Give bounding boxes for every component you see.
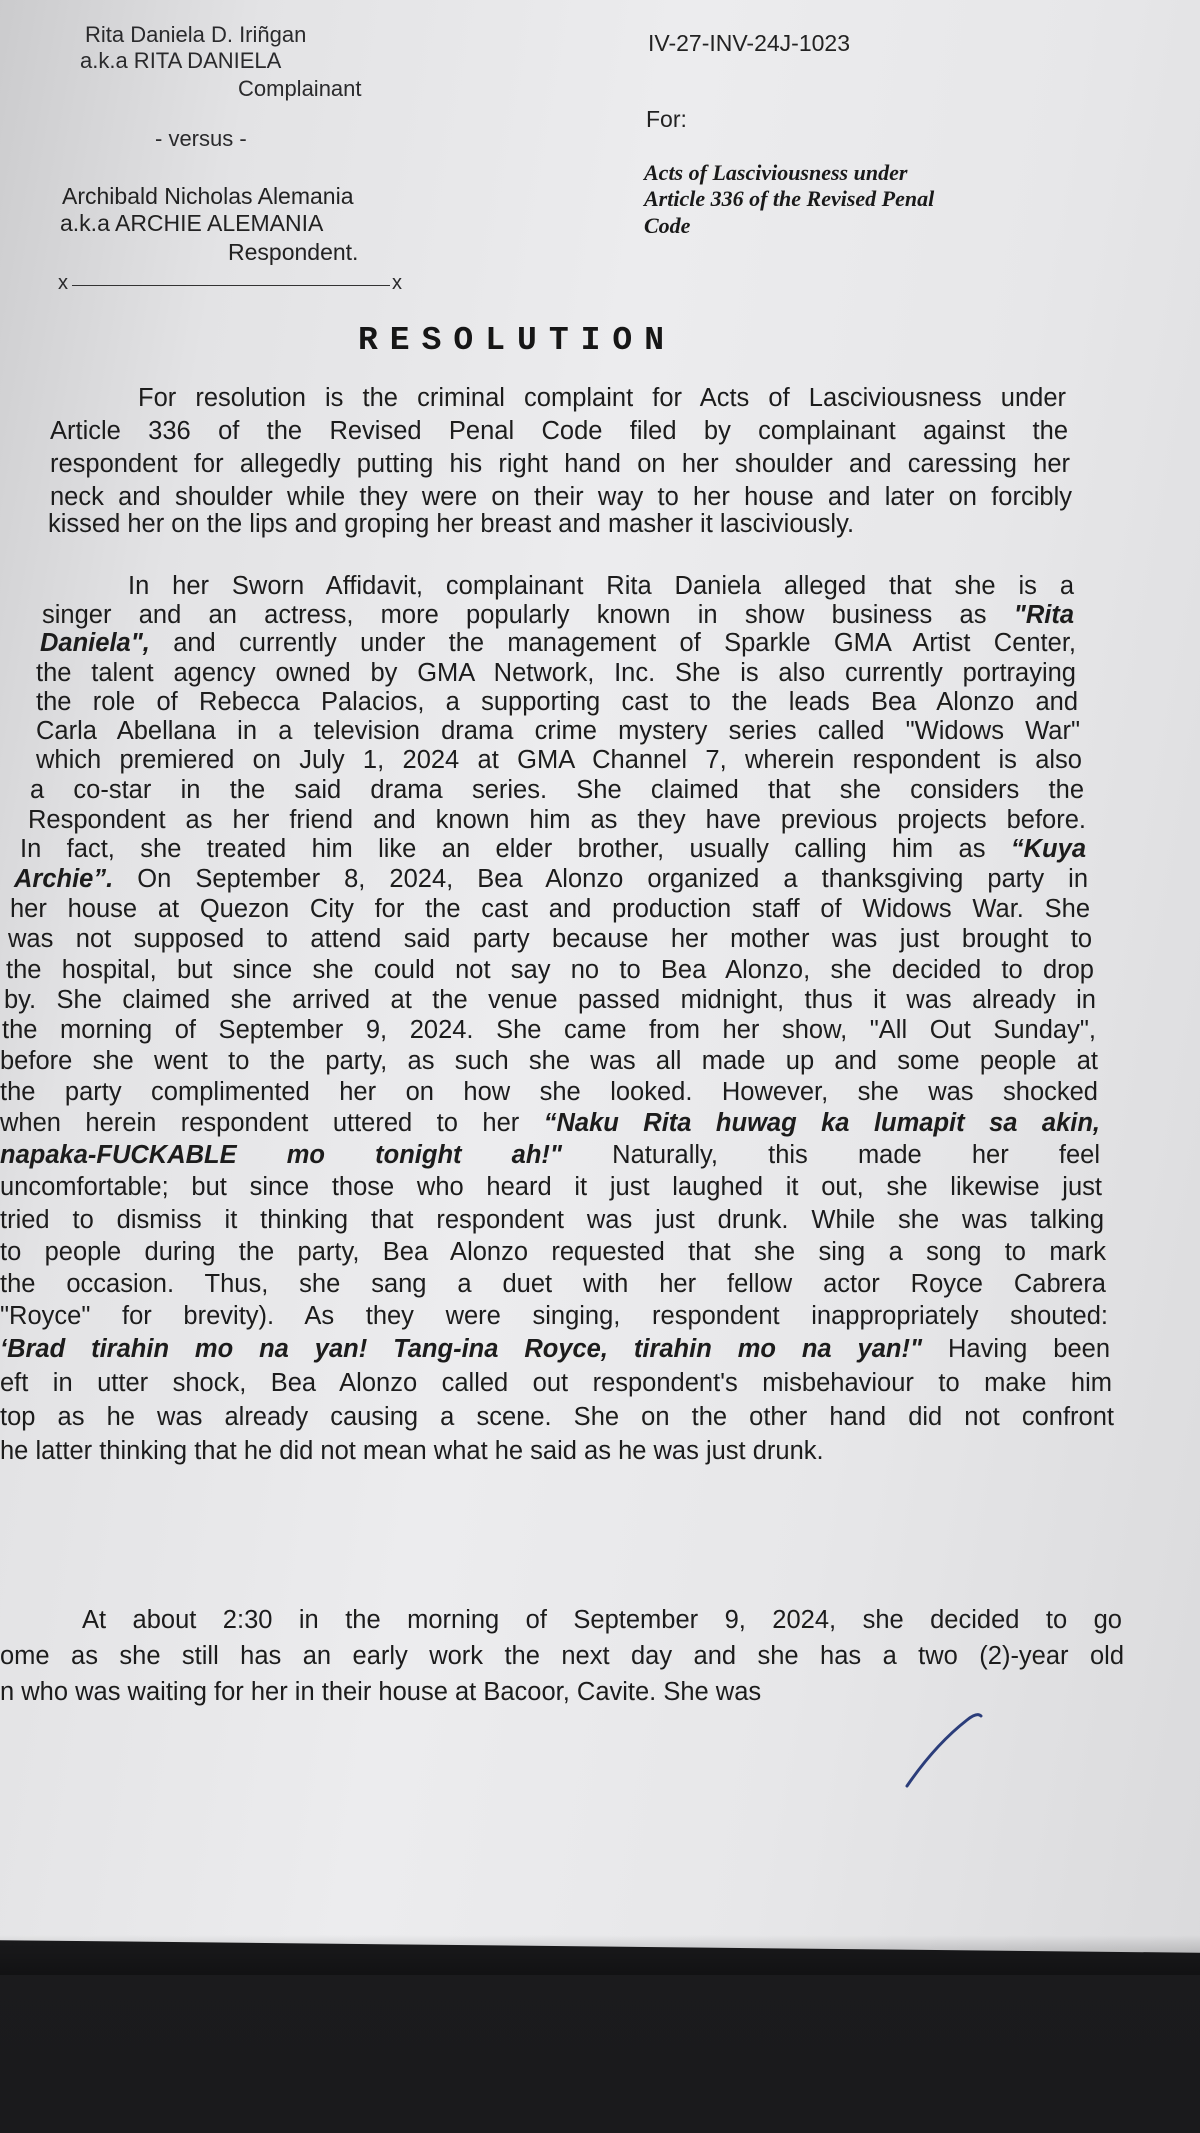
complainant-label: Complainant xyxy=(238,76,362,101)
complainant-aka: a.k.a RITA DANIELA xyxy=(80,48,282,73)
para1-line: Article 336 of the Revised Penal Code filed by complainant against the xyxy=(50,417,1068,445)
para3-line: n who was waiting for her in their house at Bacoor, Cavite. She was xyxy=(0,1678,762,1706)
caption-x-right: x xyxy=(392,272,402,294)
caption-x-left: x xyxy=(58,272,68,294)
respondent-label: Respondent. xyxy=(228,239,359,265)
handwritten-initial-mark xyxy=(905,1700,985,1790)
offense-line-1: Acts of Lasciviousness under xyxy=(644,160,908,185)
para2-line: when herein respondent uttered to her “Naku Rita huwag ka lumapit sa akin, xyxy=(0,1109,1101,1137)
para2-line: uncomfortable; but since those who heard it just laughed it out, she likewise just xyxy=(0,1173,1102,1201)
paper-edge-shadow xyxy=(0,1935,1200,1975)
for-label: For: xyxy=(646,106,687,132)
para2-line: top as he was already causing a scene. She on the other hand did not confront xyxy=(0,1403,1114,1431)
para2-line: to people during the party, Bea Alonzo requested that she sing a song to mark xyxy=(0,1238,1106,1266)
para2-line: Respondent as her friend and known him as they have previous projects before. xyxy=(28,806,1086,834)
para1-line: kissed her on the lips and groping her breast and masher it lasciviously. xyxy=(48,510,855,538)
para2-line: Daniela", and currently under the management of Sparkle GMA Artist Center, xyxy=(40,629,1076,657)
para2-line: the party complimented her on how she looked. However, she was shocked xyxy=(0,1078,1098,1106)
para2-line: In her Sworn Affidavit, complainant Rita Daniela alleged that she is a xyxy=(128,572,1074,600)
para2-line: the occasion. Thus, she sang a duet with her fellow actor Royce Cabrera xyxy=(0,1270,1106,1298)
document-title: RESOLUTION xyxy=(358,322,677,359)
para3-line: At about 2:30 in the morning of September 9, 2024, she decided to go xyxy=(82,1606,1122,1634)
versus-text: - versus - xyxy=(155,126,247,151)
para2-line: napaka-FUCKABLE mo tonight ah!" Naturally, this made her feel xyxy=(0,1141,1100,1169)
para1-line: For resolution is the criminal complaint for Acts of Lasciviousness under xyxy=(138,384,1066,412)
para2-line: eft in utter shock, Bea Alonzo called out respondent's misbehaviour to make him xyxy=(0,1369,1112,1397)
offense-line-3: Code xyxy=(644,213,691,238)
para2-line: which premiered on July 1, 2024 at GMA Channel 7, wherein respondent is also xyxy=(36,746,1082,774)
para2-line: "Royce" for brevity). As they were singing, respondent inappropriately shouted: xyxy=(0,1302,1108,1330)
para2-line: the role of Rebecca Palacios, a supporting cast to the leads Bea Alonzo and xyxy=(36,688,1078,716)
para2-line: the hospital, but since she could not say no to Bea Alonzo, she decided to drop xyxy=(6,956,1094,984)
para1-line: respondent for allegedly putting his right hand on her shoulder and caressing her xyxy=(50,450,1070,478)
para1-line: neck and shoulder while they were on their way to her house and later on forcibly xyxy=(50,483,1072,511)
offense-line-2: Article 336 of the Revised Penal xyxy=(644,186,935,211)
para2-line: singer and an actress, more popularly known in show business as "Rita xyxy=(42,601,1074,629)
para2-line: the morning of September 9, 2024. She came from her show, "All Out Sunday", xyxy=(2,1016,1096,1044)
caption-divider-line xyxy=(72,285,390,286)
complainant-name: Rita Daniela D. Iriñgan xyxy=(85,22,307,47)
para2-line: was not supposed to attend said party because her mother was just brought to xyxy=(8,925,1092,953)
para2-line: Archie”. On September 8, 2024, Bea Alonzo organized a thanksgiving party in xyxy=(14,865,1088,893)
para2-line: by. She claimed she arrived at the venue passed midnight, thus it was already in xyxy=(4,986,1096,1014)
para2-line: tried to dismiss it thinking that respondent was just drunk. While she was talking xyxy=(0,1206,1104,1234)
respondent-name: Archibald Nicholas Alemania xyxy=(62,183,354,209)
para2-line: Carla Abellana in a television drama crime mystery series called "Widows War" xyxy=(36,717,1080,745)
para2-line: a co-star in the said drama series. She claimed that she considers the xyxy=(30,776,1084,804)
para2-line: before she went to the party, as such she was all made up and some people at xyxy=(0,1047,1098,1075)
para2-line: the talent agency owned by GMA Network, Inc. She is also currently portraying xyxy=(36,659,1076,687)
respondent-aka: a.k.a ARCHIE ALEMANIA xyxy=(60,210,324,236)
para2-line: ‘Brad tirahin mo na yan! Tang-ina Royce, tirahin mo na yan!" Having been xyxy=(0,1335,1110,1363)
para2-line: In fact, she treated him like an elder brother, usually calling him as “Kuya xyxy=(20,835,1086,863)
case-number: IV-27-INV-24J-1023 xyxy=(648,30,851,56)
para2-line: he latter thinking that he did not mean what he said as he was just drunk. xyxy=(0,1437,824,1465)
para2-line: her house at Quezon City for the cast and production staff of Widows War. She xyxy=(10,895,1090,923)
para3-line: ome as she still has an early work the next day and she has a two (2)-year old xyxy=(0,1642,1124,1670)
